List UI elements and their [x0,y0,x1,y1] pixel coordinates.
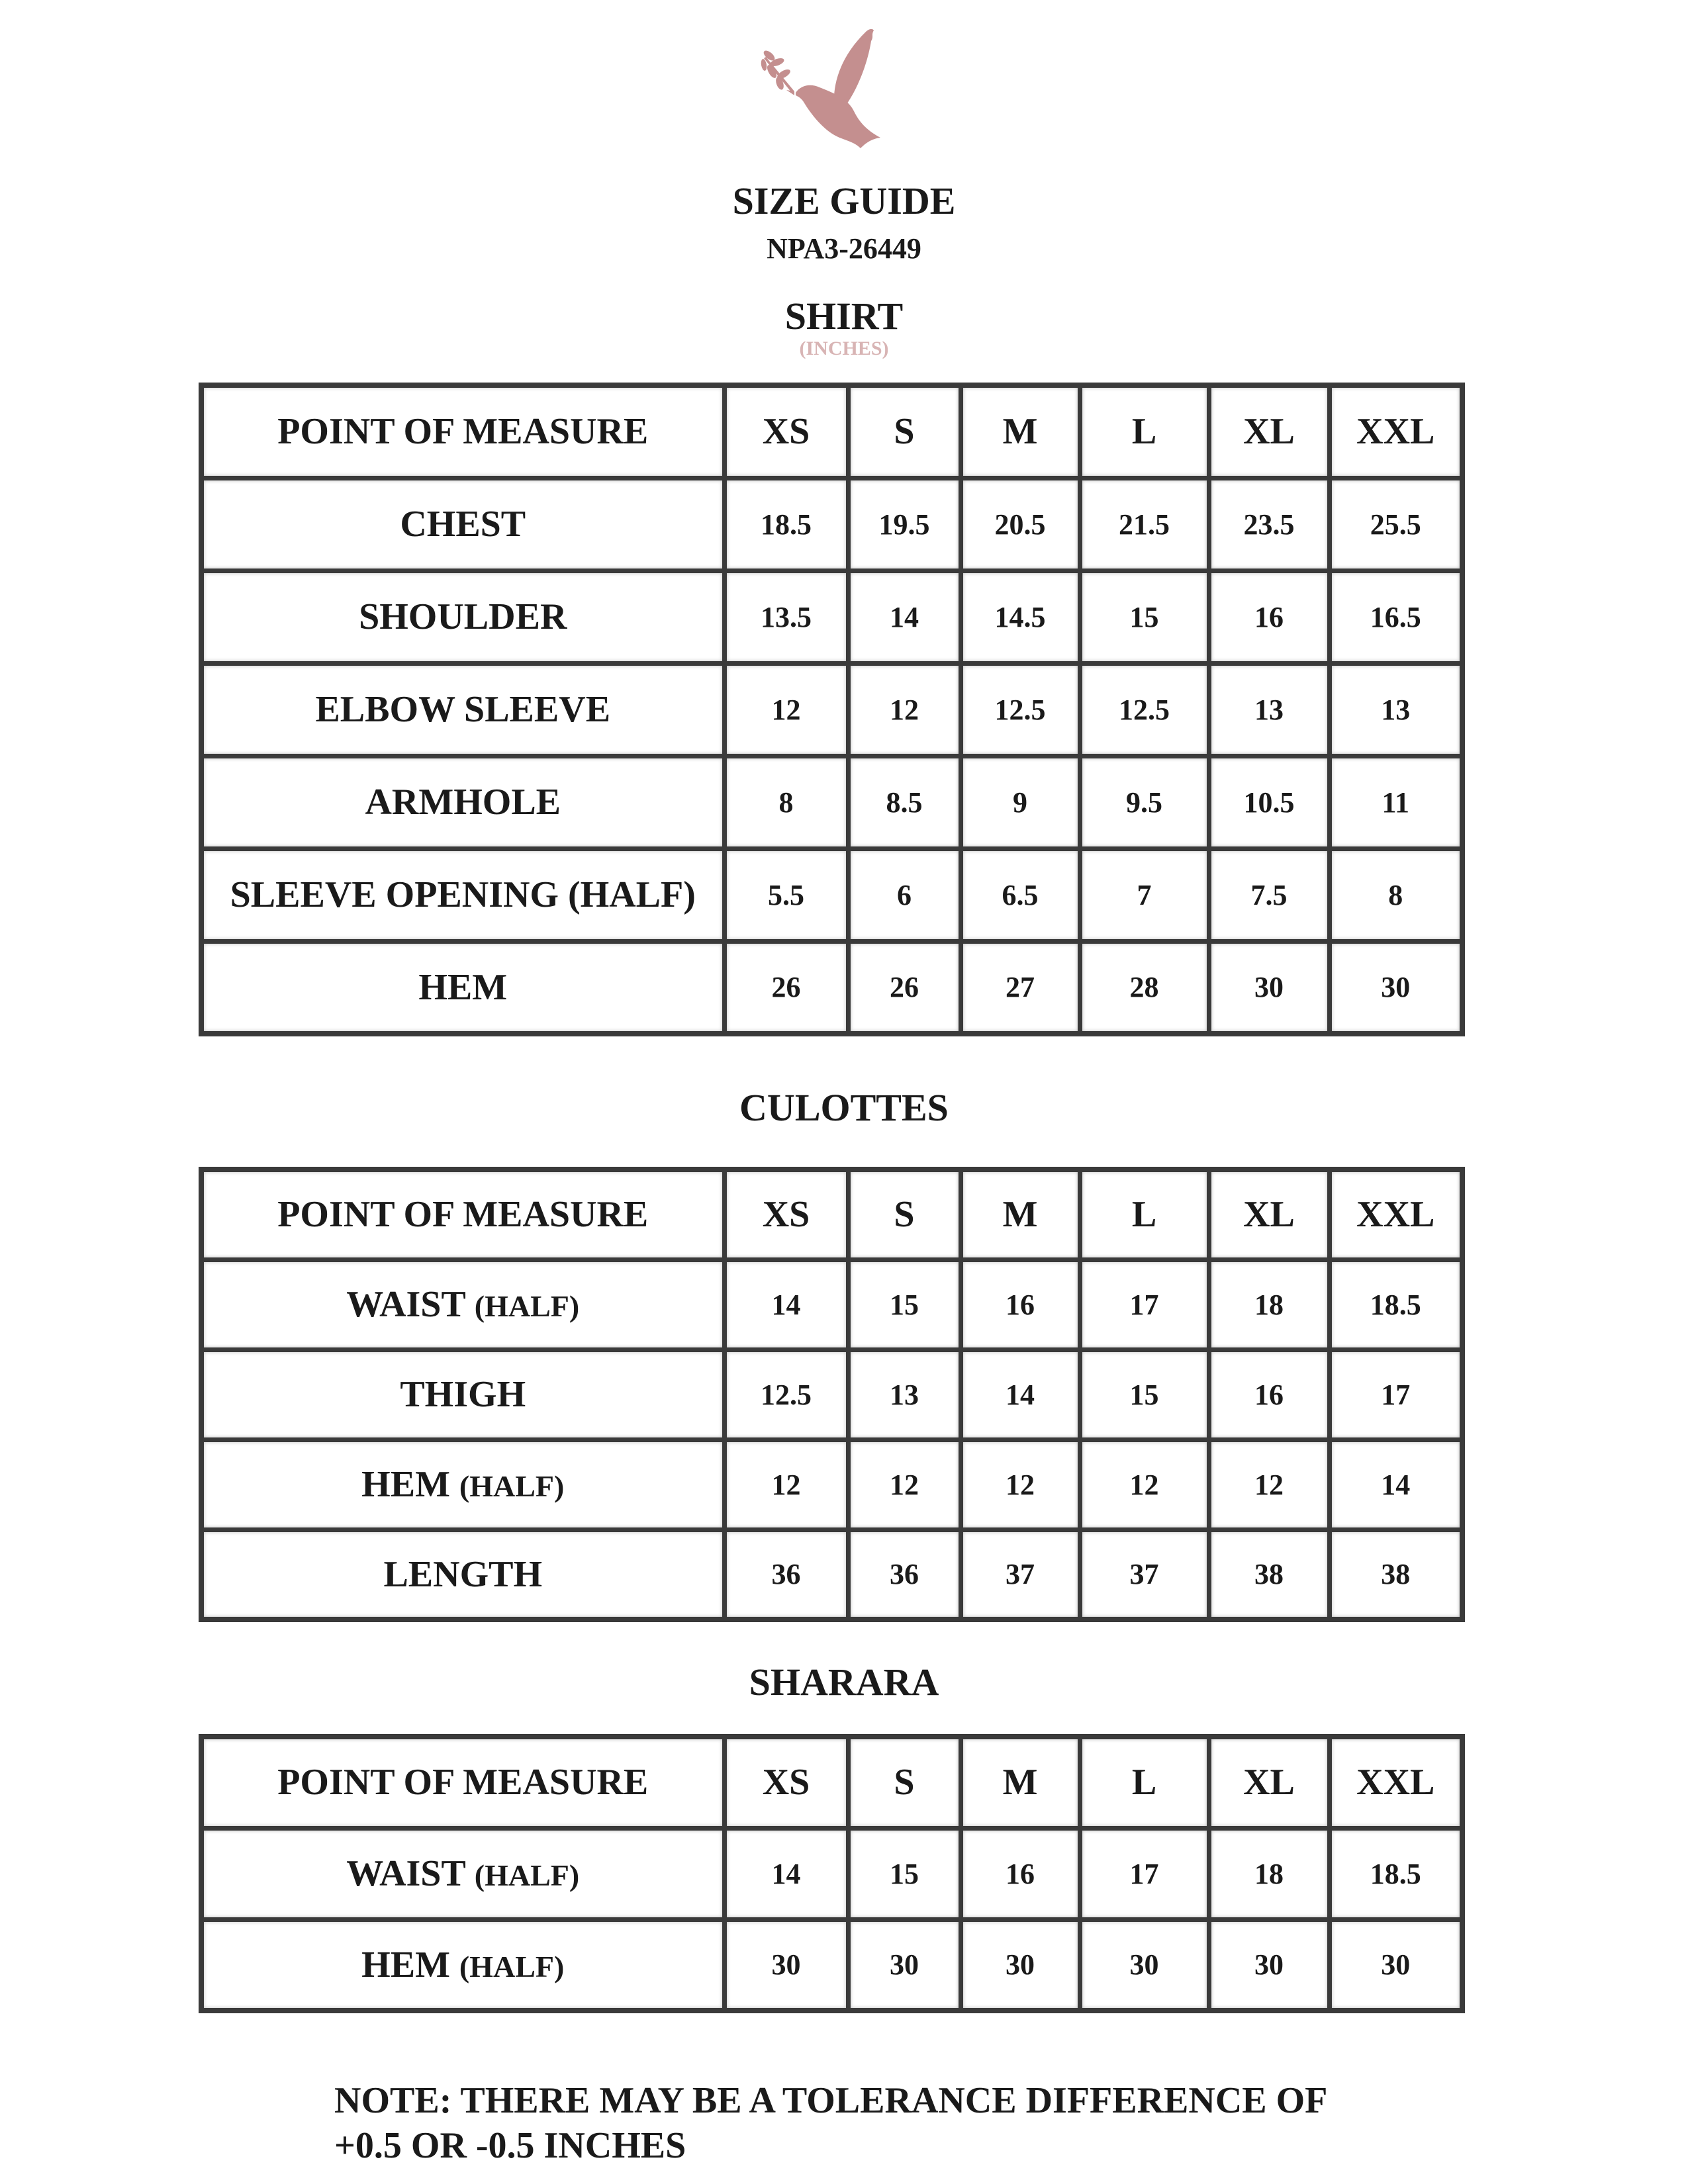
column-header-size: XL [1209,385,1329,478]
measure-label [201,1259,724,1349]
measure-value: 14.5 [961,570,1080,663]
measure-value: 7.5 [1209,848,1329,941]
dove-with-olive-branch-icon [755,19,894,164]
table-row [201,1529,1462,1619]
measure-value: 25.5 [1329,478,1462,570]
tolerance-note [334,2078,1460,2168]
measure-label [201,941,724,1034]
measure-value: 12 [848,1439,961,1529]
measure-value: 21.5 [1080,478,1209,570]
measure-label [201,1828,724,1919]
measure-value: 10.5 [1209,756,1329,848]
column-header-size: M [961,1169,1080,1259]
column-header-size: XS [724,1169,848,1259]
measure-value: 17 [1080,1259,1209,1349]
column-header-point-of-measure: POINT OF MEASURE [201,1169,724,1259]
measure-name: WAIST [346,1284,465,1325]
measure-value: 20.5 [961,478,1080,570]
measure-label [201,663,724,756]
culottes-size-table [199,1167,1465,1622]
measure-value: 19.5 [848,478,961,570]
measure-name: CHEST [400,504,526,545]
column-header-size: XXL [1329,1737,1462,1828]
measure-value: 15 [848,1259,961,1349]
table-row [201,1919,1462,2011]
section-title-sharara: SHARARA [749,1661,939,1704]
measure-value: 18 [1209,1828,1329,1919]
measure-value: 8 [724,756,848,848]
measure-label [201,1439,724,1529]
measure-value: 13 [1329,663,1462,756]
measure-name: THIGH [400,1374,526,1415]
measure-value: 8 [1329,848,1462,941]
shirt-size-table [199,383,1465,1036]
measure-name: ELBOW SLEEVE [315,689,611,730]
measure-value: 14 [961,1349,1080,1439]
measure-value: 16 [1209,1349,1329,1439]
column-header-size: XXL [1329,1169,1462,1259]
page-title: SIZE GUIDE [732,179,956,222]
measure-value: 16.5 [1329,570,1462,663]
measure-value: 12.5 [724,1349,848,1439]
measure-value: 14 [724,1828,848,1919]
table-row [201,848,1462,941]
measure-value: 16 [1209,570,1329,663]
table-row [201,570,1462,663]
measure-value: 30 [1080,1919,1209,2011]
measure-value: 9.5 [1080,756,1209,848]
measure-value: 30 [1329,1919,1462,2011]
measure-value: 12.5 [1080,663,1209,756]
measure-value: 23.5 [1209,478,1329,570]
table-row [201,663,1462,756]
measure-label [201,1349,724,1439]
table-row [201,1349,1462,1439]
column-header-size: XS [724,1737,848,1828]
measure-value: 38 [1329,1529,1462,1619]
measure-value: 26 [724,941,848,1034]
table-header-row [201,1737,1462,1828]
measure-name: HEM [418,966,508,1008]
table-row [201,1828,1462,1919]
measure-label [201,570,724,663]
measure-name: LENGTH [383,1553,543,1595]
column-header-size: M [961,385,1080,478]
measure-value: 38 [1209,1529,1329,1619]
measure-value: 16 [961,1259,1080,1349]
measure-value: 30 [1209,1919,1329,2011]
sharara-size-table [199,1734,1465,2013]
measure-value: 15 [848,1828,961,1919]
table-header-row [201,385,1462,478]
measure-value: 30 [1209,941,1329,1034]
table-row [201,478,1462,570]
measure-label [201,1919,724,2011]
table-header-row [201,1169,1462,1259]
column-header-size: XL [1209,1737,1329,1828]
measure-value: 37 [1080,1529,1209,1619]
note-line-1: NOTE: THERE MAY BE A TOLERANCE DIFFERENCE OF [334,2080,1328,2121]
measure-value: 14 [848,570,961,663]
measure-value: 17 [1329,1349,1462,1439]
column-header-size: S [848,1169,961,1259]
measure-value: 16 [961,1828,1080,1919]
table-row [201,756,1462,848]
measure-value: 13 [848,1349,961,1439]
measure-value: 18 [1209,1259,1329,1349]
measure-label [201,756,724,848]
measure-value: 14 [1329,1439,1462,1529]
measure-value: 26 [848,941,961,1034]
measure-value: 12.5 [961,663,1080,756]
measure-value: 18.5 [1329,1259,1462,1349]
measure-value: 37 [961,1529,1080,1619]
measure-label [201,1529,724,1619]
section-title-culottes: CULOTTES [739,1086,949,1129]
measure-value: 13.5 [724,570,848,663]
measure-value: 8.5 [848,756,961,848]
measure-value: 30 [848,1919,961,2011]
measure-label [201,478,724,570]
column-header-size: XS [724,385,848,478]
column-header-size: L [1080,1169,1209,1259]
measure-suffix: (HALF) [459,1949,565,1983]
column-header-point-of-measure: POINT OF MEASURE [201,385,724,478]
column-header-size: XXL [1329,385,1462,478]
section-title-shirt: SHIRT [784,295,904,338]
measure-name: WAIST [346,1853,465,1894]
measure-name: SHOULDER [359,596,567,637]
measure-value: 12 [1209,1439,1329,1529]
column-header-size: L [1080,385,1209,478]
units-label: (INCHES) [799,338,889,359]
measure-value: 18.5 [1329,1828,1462,1919]
measure-value: 11 [1329,756,1462,848]
measure-value: 18.5 [724,478,848,570]
measure-value: 30 [961,1919,1080,2011]
measure-value: 7 [1080,848,1209,941]
column-header-size: L [1080,1737,1209,1828]
measure-label [201,848,724,941]
measure-value: 12 [848,663,961,756]
measure-value: 17 [1080,1828,1209,1919]
measure-value: 14 [724,1259,848,1349]
measure-value: 15 [1080,570,1209,663]
measure-name: HEM [361,1464,450,1505]
measure-suffix: (HALF) [474,1858,580,1892]
table-row [201,1439,1462,1529]
measure-value: 12 [961,1439,1080,1529]
measure-value: 36 [724,1529,848,1619]
measure-value: 28 [1080,941,1209,1034]
column-header-size: S [848,385,961,478]
measure-value: 30 [724,1919,848,2011]
measure-value: 12 [1080,1439,1209,1529]
column-header-size: XL [1209,1169,1329,1259]
measure-value: 9 [961,756,1080,848]
measure-value: 12 [724,663,848,756]
measure-value: 13 [1209,663,1329,756]
measure-name: SLEEVE OPENING (HALF) [230,874,696,915]
measure-suffix: (HALF) [459,1469,565,1503]
column-header-point-of-measure: POINT OF MEASURE [201,1737,724,1828]
measure-value: 12 [724,1439,848,1529]
measure-value: 30 [1329,941,1462,1034]
measure-value: 6.5 [961,848,1080,941]
column-header-size: S [848,1737,961,1828]
table-row [201,1259,1462,1349]
note-line-2: +0.5 OR -0.5 INCHES [334,2125,686,2166]
table-row [201,941,1462,1034]
measure-suffix: (HALF) [474,1289,580,1323]
measure-value: 5.5 [724,848,848,941]
measure-name: HEM [361,1944,450,1985]
measure-value: 15 [1080,1349,1209,1439]
measure-value: 6 [848,848,961,941]
measure-name: ARMHOLE [365,782,561,823]
product-code: NPA3-26449 [767,232,921,265]
measure-value: 27 [961,941,1080,1034]
measure-value: 36 [848,1529,961,1619]
column-header-size: M [961,1737,1080,1828]
